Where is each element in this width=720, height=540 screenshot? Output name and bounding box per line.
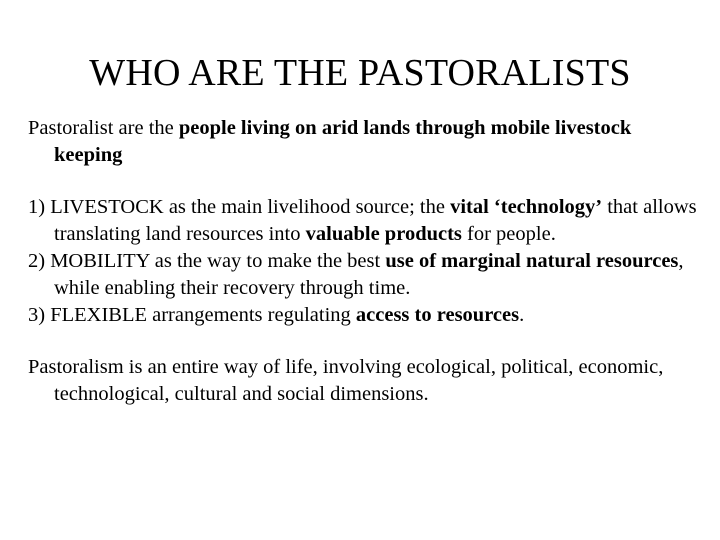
slide-body xyxy=(28,115,698,408)
point3-text-b: . xyxy=(519,304,525,326)
intro-bold: people living on arid lands through mobile livestock keeping xyxy=(54,117,632,166)
point-flexible xyxy=(28,302,698,329)
point-livestock xyxy=(28,194,698,248)
point1-text-a: 1) LIVESTOCK as the main livelihood source; the xyxy=(28,196,451,218)
point2-text-b: , while enabling their recovery through time. xyxy=(54,250,684,299)
point3-bold: access to resources xyxy=(355,304,520,326)
intro-paragraph xyxy=(28,115,698,169)
point1-bold-b: valuable products xyxy=(305,223,462,245)
point2-bold: use of marginal natural resources xyxy=(385,250,679,272)
spacer xyxy=(28,169,698,194)
point1-text-b: that allows translating land resources into xyxy=(54,196,697,245)
point1-text-c: for people. xyxy=(461,223,556,245)
point3-text-a: 3) FLEXIBLE arrangements regulating xyxy=(28,304,356,326)
point-mobility xyxy=(28,248,698,302)
slide-title: WHO ARE THE PASTORALISTS xyxy=(89,52,631,94)
intro-text: Pastoralist are the xyxy=(28,117,179,139)
closing-paragraph: Pastoralism is an entire way of life, involving ecological, political, economic, technological, cultural and social dimensions. xyxy=(28,356,664,405)
spacer xyxy=(28,329,698,354)
point2-text-a: 2) MOBILITY as the way to make the best xyxy=(28,250,386,272)
point1-bold-a: vital ‘technology’ xyxy=(450,196,603,218)
